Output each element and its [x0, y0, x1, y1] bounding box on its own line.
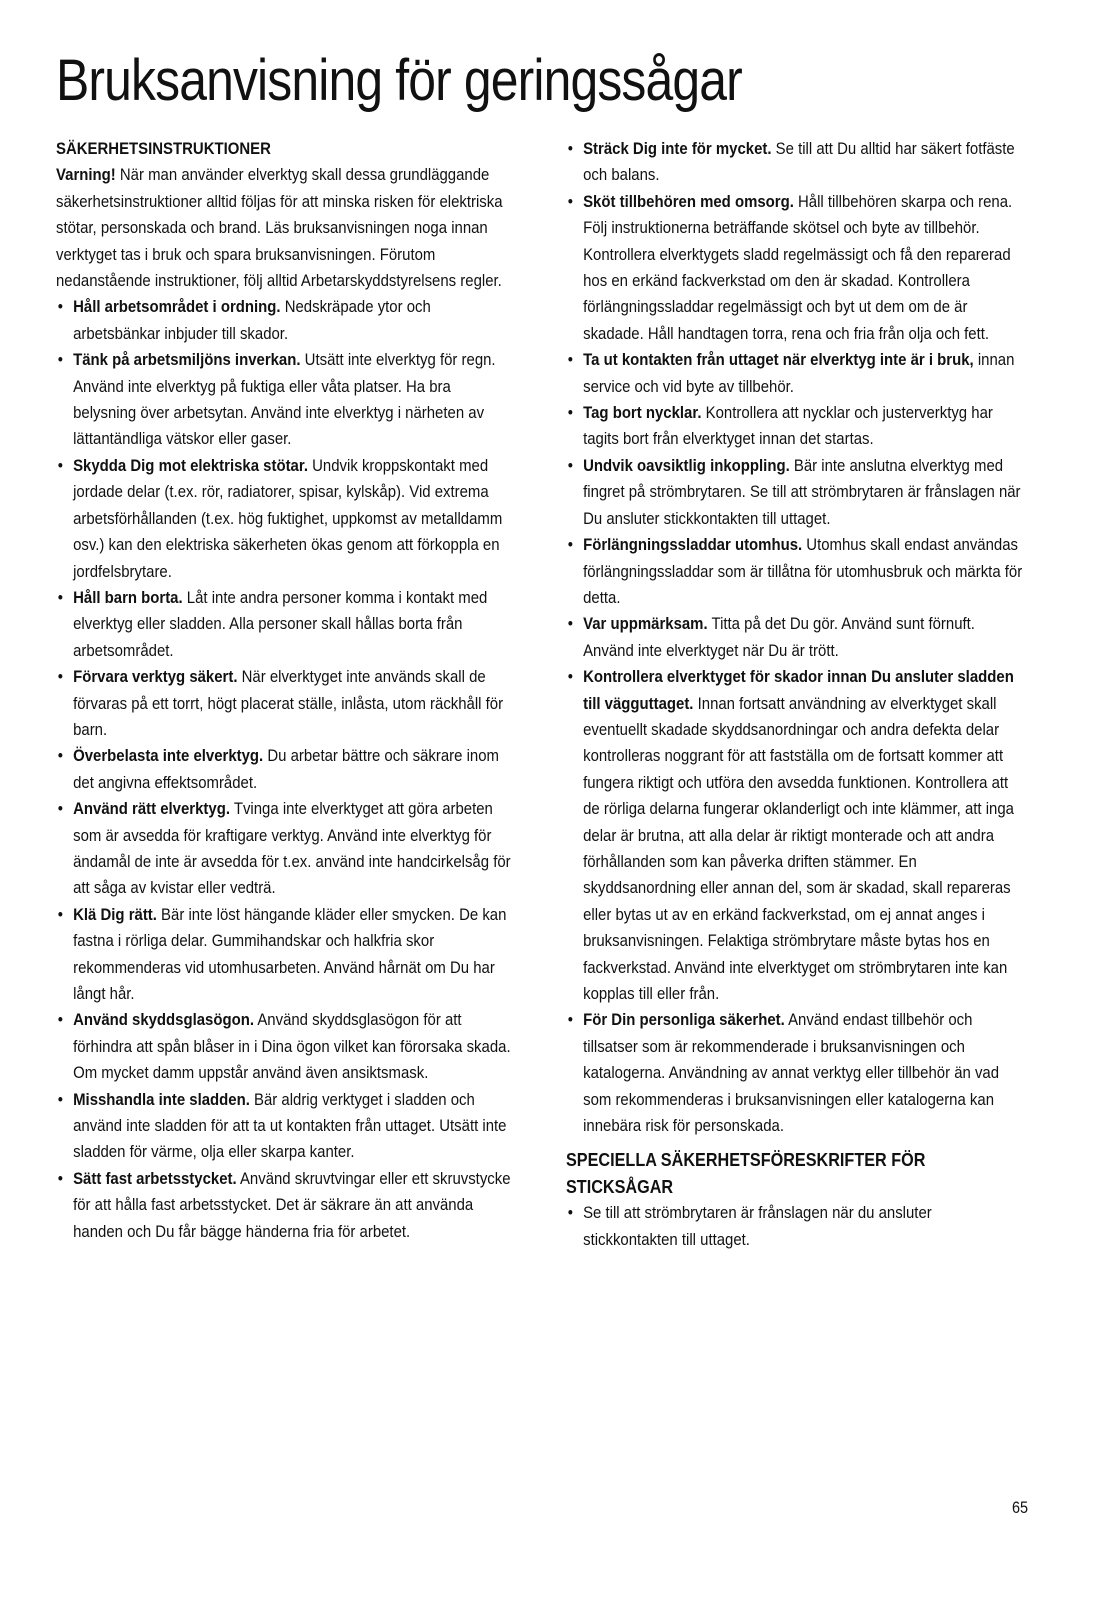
- item-text: Kontrollera att nycklar och justerverktyg har tagits bort från elverktyget innan det startas.: [583, 403, 993, 449]
- item-text: Nedskräpade ytor och arbetsbänkar inbjuder till skador.: [73, 297, 431, 343]
- list-item: [566, 400, 1027, 453]
- item-text: Tvinga inte elverktyget att göra arbeten som är avsedda för kraftigare verktyg. Använd inte elverktyg för ändamål de inte är avsedda för t.ex. använd inte handcirkelsåg för att såga av kvistar eller vedträ.: [73, 799, 511, 898]
- list-item: [566, 1200, 1027, 1253]
- list-item: [566, 189, 1027, 347]
- item-text: Utsätt inte elverktyg för regn. Använd inte elverktyg på fuktiga eller våta platser. Ha bra belysning över arbetsytan. Använd inte elverktyg i närheten av lättantändliga vätskor eller gaser.: [73, 350, 496, 449]
- item-text: Du arbetar bättre och säkrare inom det angivna effektsområdet.: [73, 746, 499, 792]
- jigsaw-safety-heading: SPECIELLA SÄKERHETSFÖRESKRIFTER FÖR STICKSÅGAR: [566, 1150, 926, 1197]
- list-item: [56, 294, 517, 347]
- item-text: Använd endast tillbehör och tillsatser som är rekommenderade i bruksanvisningen och katalogerna. Användning av annat verktyg eller tillbehör än vad som rekommenderas i bruksanvisningen eller katalogerna kan innebära risk för personskada.: [583, 1010, 1000, 1136]
- warning-lead: Varning!: [56, 165, 116, 185]
- item-lead: Förvara verktyg säkert.: [73, 667, 238, 687]
- item-lead: Använd skyddsglasögon.: [73, 1010, 255, 1030]
- item-lead: Använd rätt elverktyg.: [73, 799, 230, 819]
- item-text: Se till att strömbrytaren är frånslagen när du ansluter stickkontakten till uttaget.: [583, 1203, 932, 1249]
- item-text: Utomhus skall endast användas förlängningssladdar som är tillåtna för utomhusbruk och märkta för detta.: [583, 535, 1023, 607]
- warning-text: När man använder elverktyg skall dessa grundläggande säkerhetsinstruktioner alltid följas för att minska risken för elektriska stötar, personskada och brand. Läs bruksanvisningen noga innan verktyget tas i bruk och spara bruksanvisningen. Förutom nedanstående instruktioner, följ alltid Arbetarskyddstyrelsens regler.: [56, 165, 503, 291]
- list-item: [566, 136, 1027, 189]
- item-lead: Överbelasta inte elverktyg.: [73, 746, 264, 766]
- item-text: Innan fortsatt användning av elverktyget skall eventuellt skadade skyddsanordningar och andra defekta delar kontrolleras noggrant för att fastställa om de fortsatt kommer att fungera riktigt och utföra den avsedda funktionen. Kontrollera att de rörliga delarna fungerar oklanderligt och inte klämmer, att inga delar är brutna, att alla delar är riktigt monterade och att andra förhållanden som kan påverka driften stämmer. En skyddsanordning eller annan del, som är skadad, skall repareras eller bytas ut av en erkänd fackverkstad, om ej annat anges i bruksanvisningen. Felaktiga strömbrytare måste bytas hos en fackverkstad. Använd inte elverktyget om strömbrytaren inte kan kopplas till eller från.: [583, 693, 1014, 1003]
- safety-heading: SÄKERHETSINSTRUKTIONER: [56, 139, 271, 158]
- item-lead: Håll arbetsområdet i ordning.: [73, 297, 281, 317]
- item-lead: Tag bort nycklar.: [583, 403, 702, 423]
- item-lead: Kontrollera elverktyget för skador innan Du ansluter sladden till vägguttaget.: [583, 667, 1014, 713]
- right-column: [566, 136, 1027, 1253]
- list-item: [56, 796, 517, 902]
- list-item: [56, 585, 517, 664]
- item-lead: Förlängningssladdar utomhus.: [583, 535, 803, 555]
- item-lead: Undvik oavsiktlig inkoppling.: [583, 455, 790, 475]
- list-item: [566, 664, 1027, 1007]
- item-text: Låt inte andra personer komma i kontakt med elverktyg eller sladden. Alla personer skall hållas borta från arbetsområdet.: [73, 587, 488, 660]
- page-title: Bruksanvisning för geringssågar: [56, 48, 742, 113]
- jigsaw-safety-list: [566, 1200, 1027, 1253]
- item-lead: Misshandla inte sladden.: [73, 1089, 250, 1109]
- item-lead: Sätt fast arbetsstycket.: [73, 1168, 237, 1188]
- list-item: [56, 743, 517, 796]
- item-text: Använd skyddsglasögon för att förhindra att spån blåser in i Dina ögon vilket kan förorsaka skada. Om mycket damm uppstår använd även ansiktsmask.: [73, 1010, 511, 1083]
- item-lead: Var uppmärksam.: [583, 614, 708, 634]
- item-lead: Håll barn borta.: [73, 587, 183, 607]
- item-text: Använd skruvtvingar eller ett skruvstycke för att hålla fast arbetsstycket. Det är säkrare än att använda handen och Du får bägge händerna fria för arbetet.: [73, 1168, 511, 1241]
- item-lead: Tänk på arbetsmiljöns inverkan.: [73, 350, 301, 370]
- item-text: Bär aldrig verktyget i sladden och använd inte sladden för att ta ut kontakten från uttaget. Utsätt inte sladden för värme, olja eller skarpa kanter.: [73, 1089, 507, 1162]
- list-item: [56, 1166, 517, 1245]
- list-item: [566, 1007, 1027, 1139]
- item-lead: Sköt tillbehören med omsorg.: [583, 191, 794, 211]
- warning-intro: [56, 162, 517, 294]
- safety-list-left: [56, 294, 517, 1245]
- list-item: [566, 347, 1027, 400]
- item-text: Bär inte anslutna elverktyg med fingret på strömbrytaren. Se till att strömbrytaren är frånslagen när Du ansluter stickkontakten till uttaget.: [583, 455, 1021, 528]
- page-number: 65: [1012, 1498, 1029, 1517]
- list-item: [56, 453, 517, 585]
- list-item: [566, 453, 1027, 532]
- safety-list-right: [566, 136, 1027, 1139]
- list-item: [566, 532, 1027, 611]
- item-lead: Ta ut kontakten från uttaget när elverktyg inte är i bruk,: [583, 350, 974, 370]
- item-text: När elverktyget inte används skall de förvaras på ett torrt, högt placerat ställe, inlåsta, utom räckhåll för barn.: [73, 667, 504, 739]
- item-lead: Klä Dig rätt.: [73, 904, 157, 924]
- item-lead: Sträck Dig inte för mycket.: [583, 139, 772, 158]
- item-text: Undvik kroppskontakt med jordade delar (t.ex. rör, radiatorer, spisar, kylskåp). Vid extrema arbetsförhållanden (t.ex. hög fuktighet, uppkomst av metalldamm osv.) kan den elektriska säkerheten ökas genom att förkoppla en jordfelsbrytare.: [73, 455, 503, 581]
- item-lead: För Din personliga säkerhet.: [583, 1010, 785, 1030]
- item-text: innan service och vid byte av tillbehör.: [583, 350, 1015, 396]
- left-column: [56, 136, 517, 1245]
- list-item: [56, 902, 517, 1008]
- item-text: Se till att Du alltid har säkert fotfäste och balans.: [583, 139, 1015, 185]
- item-text: Titta på det Du gör. Använd sunt förnuft. Använd inte elverktyget när Du är trött.: [583, 614, 975, 660]
- list-item: [566, 611, 1027, 664]
- item-lead: Skydda Dig mot elektriska stötar.: [73, 455, 308, 475]
- list-item: [56, 1087, 517, 1166]
- list-item: [56, 1007, 517, 1086]
- item-text: Håll tillbehören skarpa och rena. Följ instruktionerna beträffande skötsel och byte av tillbehör. Kontrollera elverktygets sladd regelmässigt och få den reparerad hos en erkänd fackverkstad om den är skadad. Kontrollera förlängningssladdar regelmässigt och byt ut dem om de är skadade. Håll handtagen torra, rena och fria från olja och fett.: [583, 191, 1013, 343]
- item-text: Bär inte löst hängande kläder eller smycken. De kan fastna i rörliga delar. Gummihandskar och halkfria skor rekommenderas vid utomhusarbeten. Använd hårnät om Du har långt hår.: [73, 904, 507, 1003]
- list-item: [56, 664, 517, 743]
- list-item: [56, 347, 517, 453]
